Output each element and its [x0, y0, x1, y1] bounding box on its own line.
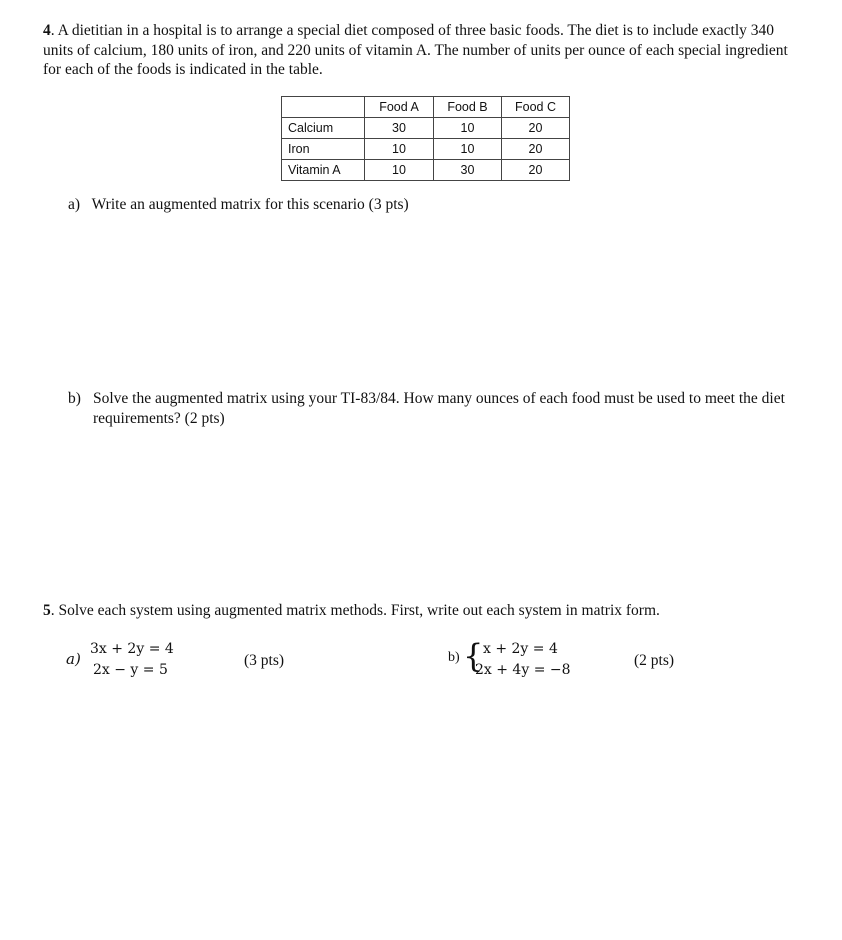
question-5-number: 5 — [43, 602, 51, 619]
q5-part-a-eq2: 2x − y = 5 — [93, 662, 168, 678]
q5-part-b-points: (2 pts) — [634, 652, 675, 669]
question-5 — [43, 601, 660, 621]
q5-part-b-eq1: x + 2y = 4 — [483, 641, 558, 657]
table-cell: 30 — [365, 118, 434, 139]
table-row-label: Calcium — [282, 118, 365, 139]
q5-part-a-points: (3 pts) — [244, 652, 285, 669]
table-header-food-c: Food C — [502, 97, 570, 118]
question-4-number: 4 — [43, 22, 51, 39]
table-cell: 10 — [365, 160, 434, 181]
table-cell: 20 — [502, 118, 570, 139]
table-cell: 10 — [434, 118, 502, 139]
table-cell: 20 — [502, 139, 570, 160]
question-4-text: . A dietitian in a hospital is to arrange a special diet composed of three basic foods. The diet is to include exactly 340 units of calcium, 180 units of iron, and 220 units of vitamin A. The number of units per ounce of each special ingredient for each of the foods is indicated in the table. — [43, 22, 788, 78]
table-row-calcium — [282, 118, 570, 139]
part-b-label: b) — [68, 390, 81, 407]
table-cell: 30 — [434, 160, 502, 181]
q5-part-a-label: a) — [66, 650, 81, 668]
nutrient-table — [281, 96, 570, 181]
table-cell: 10 — [365, 139, 434, 160]
question-5-text: . Solve each system using augmented matrix methods. First, write out each system in matrix form. — [50, 602, 660, 619]
table-cell: 10 — [434, 139, 502, 160]
table-row-iron — [282, 139, 570, 160]
table-header-row — [282, 97, 570, 118]
part-a-text: Write an augmented matrix for this scenario (3 pts) — [91, 196, 409, 213]
table-cell: 20 — [502, 160, 570, 181]
table-header-food-a: Food A — [365, 97, 434, 118]
part-a-label: a) — [68, 196, 81, 213]
q5-part-b-label: b) — [448, 650, 460, 665]
left-brace-icon: { — [463, 637, 484, 675]
q5-part-b-eq2: 2x + 4y = −8 — [475, 662, 571, 678]
table-row-label: Iron — [282, 139, 365, 160]
table-header-food-b: Food B — [434, 97, 502, 118]
q5-part-a-eq1: 3x + 2y = 4 — [90, 641, 174, 657]
table-row-label: Vitamin A — [282, 160, 365, 181]
table-corner-cell — [282, 97, 365, 118]
question-4-part-a — [68, 195, 409, 215]
table-row-vitamin-a — [282, 160, 570, 181]
question-4 — [43, 21, 803, 80]
part-b-text: Solve the augmented matrix using your TI-83/84. How many ounces of each food must be used to meet the diet requirements? (2 pts) — [93, 390, 785, 427]
